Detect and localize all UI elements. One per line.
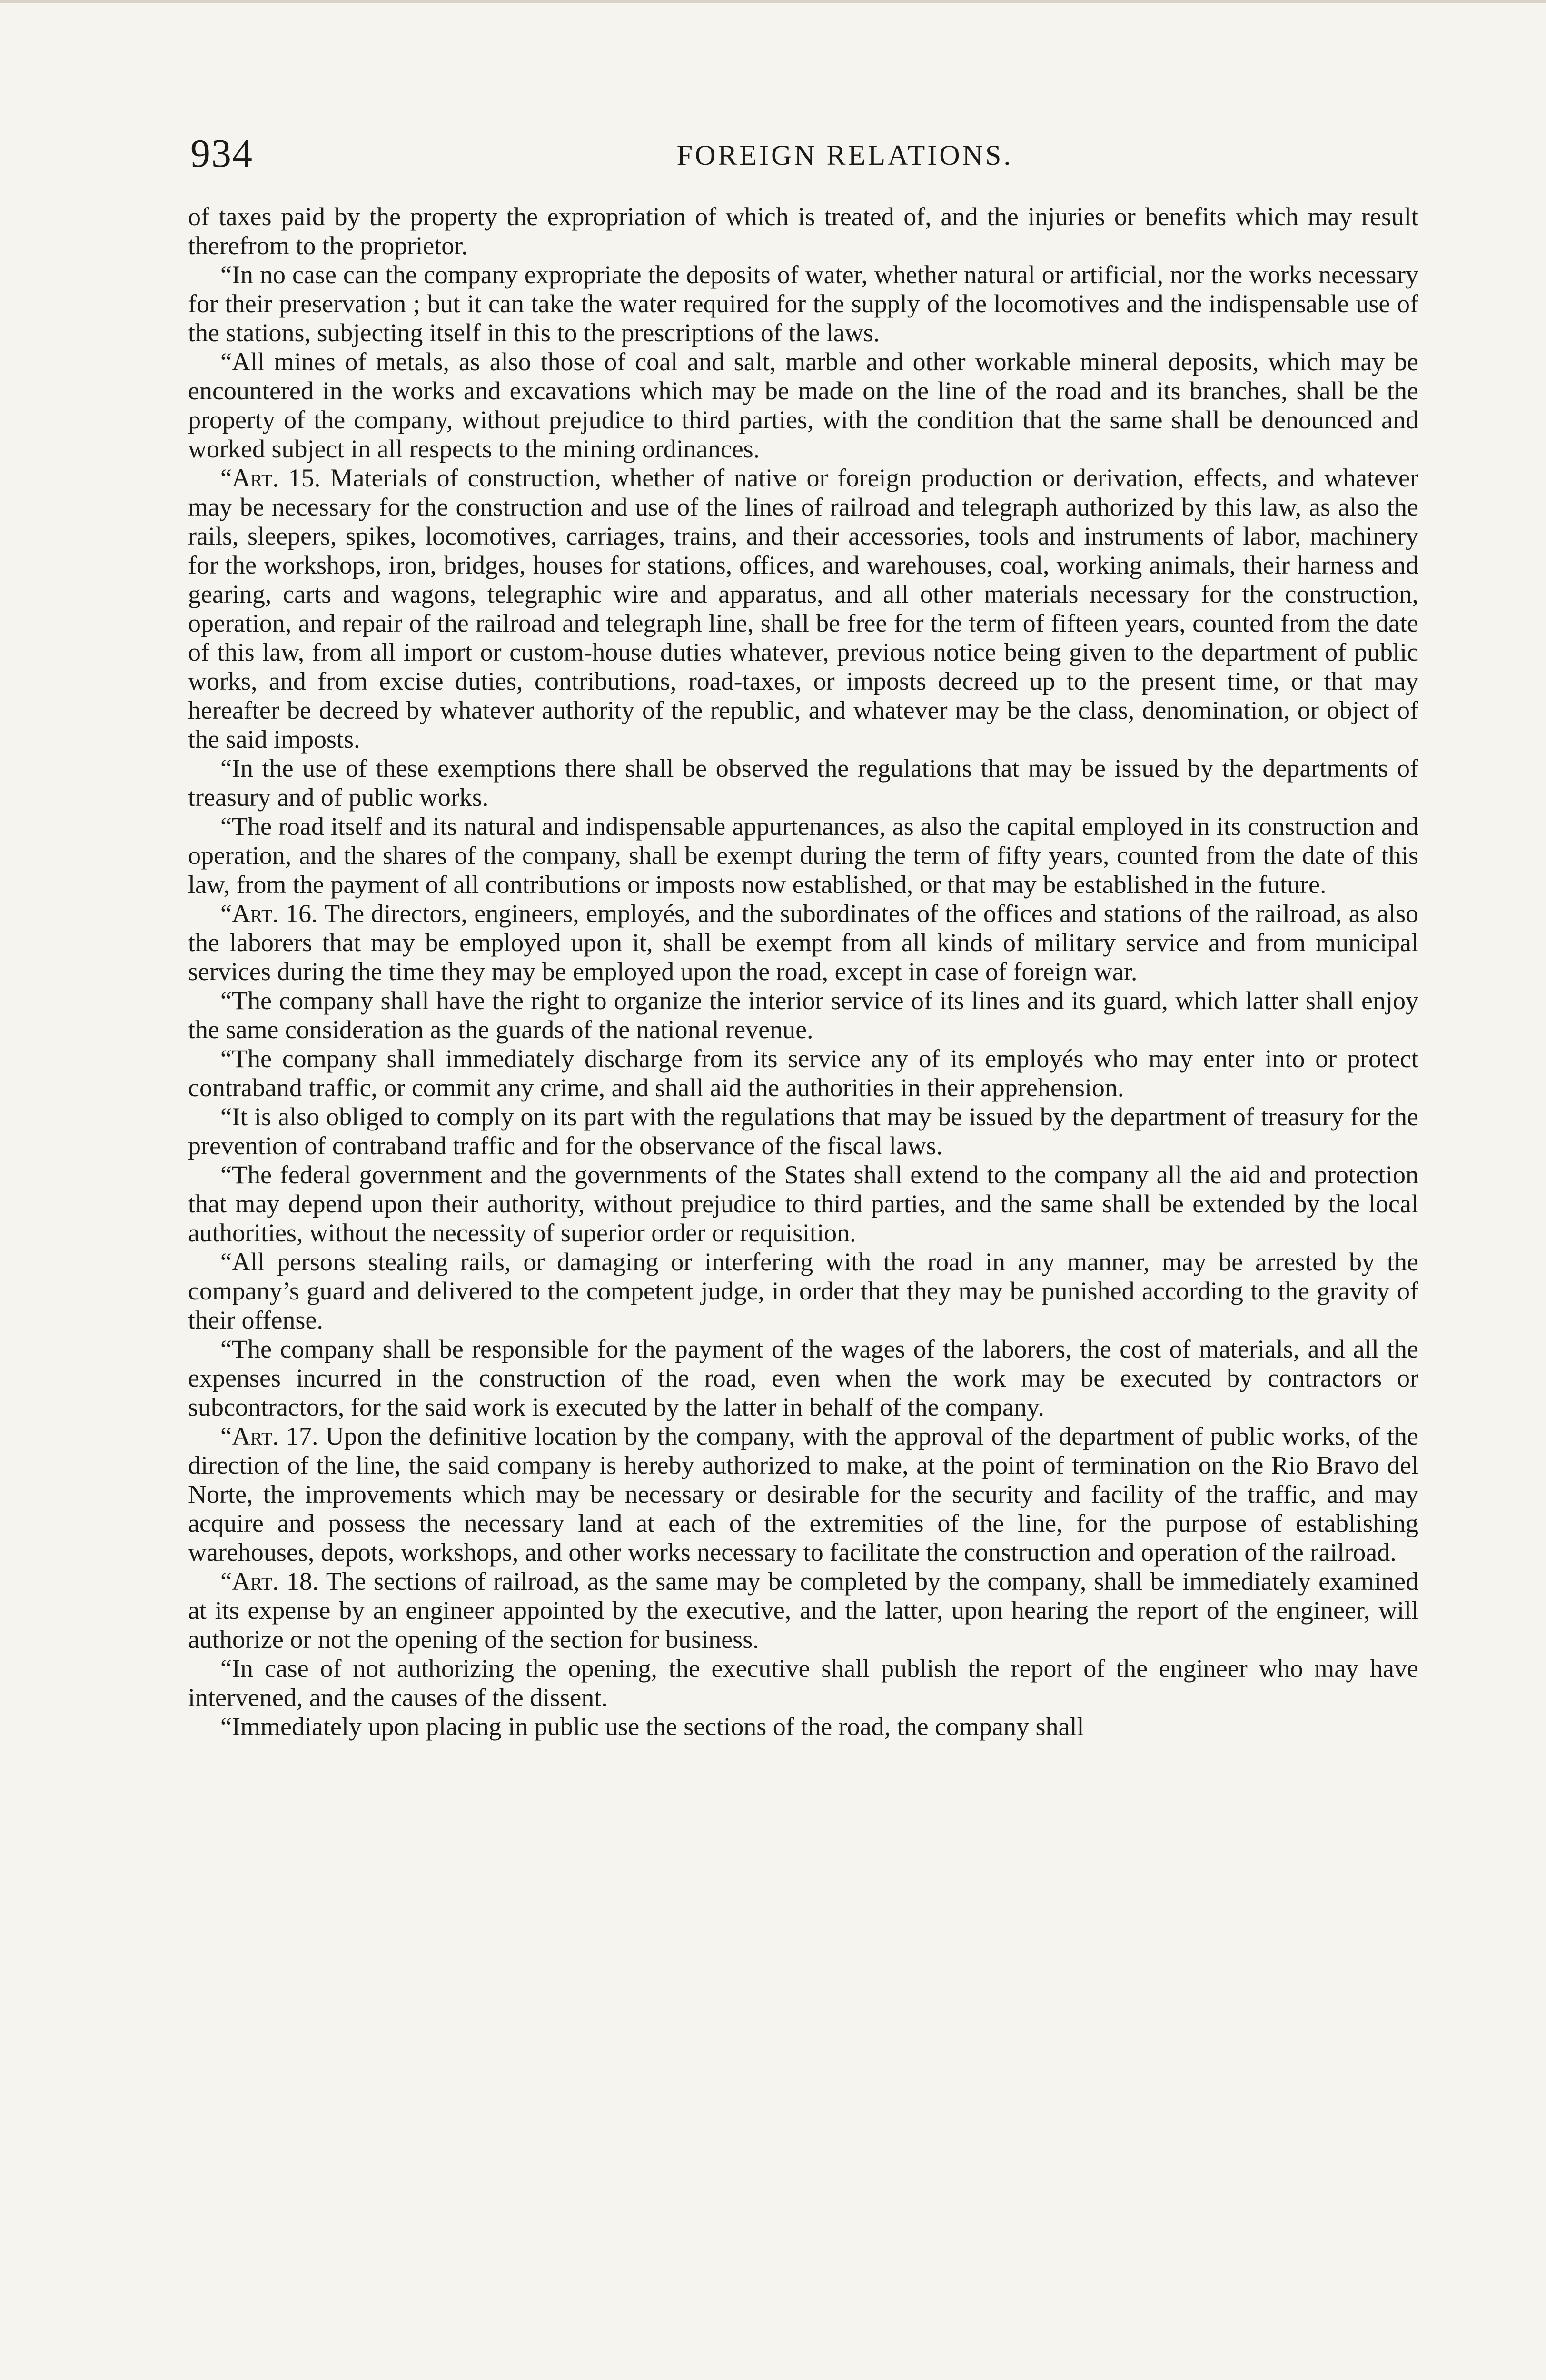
- paragraph: “In no case can the company expropriate the deposits of water, whether natural or artificial, nor the works necessary for their preservation ; but it can take the water required for the supply of the locomotives and the indispensable use of the stations, subjecting itself in this to the prescriptions of the laws.: [188, 260, 1418, 347]
- paragraph: “It is also obliged to comply on its part with the regulations that may be issued by the department of treasury for the prevention of contraband traffic and for the observance of the fiscal laws.: [188, 1102, 1418, 1160]
- article-lead: “Art. 15.: [220, 464, 321, 492]
- paragraph: “All mines of metals, as also those of coal and salt, marble and other workable mineral deposits, which may be encountered in the works and excavations which may be made on the line of the road and its branches, shall be the property of the company, without prejudice to third parties, with the condition that the same shall be denounced and worked subject in all respects to the mining ordinances.: [188, 347, 1418, 463]
- page-header: [190, 128, 1414, 180]
- running-title: FOREIGN RELATIONS.: [676, 139, 1013, 171]
- paragraph: “The company shall immediately discharge from its service any of its employés who may enter into or protect contraband traffic, or commit any crime, and shall aid the authorities in their apprehension.: [188, 1044, 1418, 1102]
- paragraph: “Immediately upon placing in public use the sections of the road, the company shall: [220, 1712, 1084, 1741]
- body-text: [188, 202, 1418, 1741]
- paragraph-art-17: “Art. 17. Upon the definitive location by the company, with the approval of the department of public works, of the direction of the line, the said company is hereby authorized to make, at the point of termination on the Rio Bravo del Norte, the improvements which may be necessary or desirable for the security and facility of the traffic, and may acquire and possess the necessary land at each of the extremities of the line, for the purpose of establishing warehouses, depots, workshops, and other works necessary to facilitate the construction and operation of the railroad.: [188, 1422, 1419, 1567]
- article-lead: “Art. 16.: [220, 899, 318, 928]
- paragraph: “The company shall be responsible for the payment of the wages of the laborers, the cost of materials, and all the expenses incurred in the construction of the road, even when the work may be executed by contractors or subcontractors, for the said work is executed by the latter in behalf of the company.: [188, 1335, 1418, 1421]
- article-lead: “Art. 17.: [220, 1422, 318, 1450]
- paragraph-art-15: “Art. 15. Materials of construction, whether of native or foreign production or derivation, effects, and whatever may be necessary for the construction and use of the lines of railroad and telegraph authorized by this law, as also the rails, sleepers, spikes, locomotives, carriages, trains, and their accessories, tools and instruments of labor, machinery for the workshops, iron, bridges, houses for stations, offices, and warehouses, coal, working animals, their harness and gearing, carts and wagons, telegraphic wire and apparatus, and all other materials necessary for the construction, operation, and repair of the railroad and telegraph line, shall be free for the term of fifteen years, counted from the date of this law, from all import or custom-house duties whatever, previous notice being given to the department of public works, and from excise duties, contributions, road-taxes, or imposts decreed up to the present time, or that may hereafter be decreed by whatever authority of the republic, and whatever may be the class, denomination, or object of the said imposts.: [188, 464, 1418, 754]
- paragraph: “The road itself and its natural and indispensable appurtenances, as also the capital employed in its construction and operation, and the shares of the company, shall be exempt during the term of fifty years, counted from the date of this law, from the payment of all contributions or imposts now established, or that may be established in the future.: [188, 812, 1418, 899]
- paragraph-art-16: “Art. 16. The directors, engineers, employés, and the subordinates of the offices and stations of the railroad, as also the laborers that may be employed upon it, shall be exempt from all kinds of military service and from municipal services during the time they may be employed upon the road, except in case of foreign war.: [188, 899, 1418, 986]
- article-lead: “Art. 18.: [220, 1567, 319, 1596]
- page-number: 934: [190, 131, 253, 176]
- paragraph: “The federal government and the governments of the States shall extend to the company all the aid and protection that may depend upon their authority, without prejudice to third parties, and the same shall be extended by the local authorities, without the necessity of superior order or requisition.: [188, 1160, 1418, 1247]
- paragraph: “In the use of these exemptions there shall be observed the regulations that may be issued by the departments of treasury and of public works.: [188, 754, 1418, 812]
- top-edge-rule: [0, 0, 1546, 3]
- paragraph: “The company shall have the right to organize the interior service of its lines and its guard, which latter shall enjoy the same consideration as the guards of the national revenue.: [188, 986, 1418, 1044]
- paragraph: of taxes paid by the property the expropriation of which is treated of, and the injuries or benefits which may result therefrom to the proprietor.: [188, 202, 1418, 260]
- paragraph: “In case of not authorizing the opening, the executive shall publish the report of the engineer who may have intervened, and the causes of the dissent.: [188, 1654, 1418, 1712]
- paragraph-art-18: “Art. 18. The sections of railroad, as the same may be completed by the company, shall be immediately examined at its expense by an engineer appointed by the executive, and the latter, upon hearing the report of the engineer, will authorize or not the opening of the section for business.: [188, 1567, 1418, 1654]
- paragraph: “All persons stealing rails, or damaging or interfering with the road in any manner, may be arrested by the company’s guard and delivered to the competent judge, in order that they may be punished according to the gravity of their offense.: [188, 1248, 1418, 1334]
